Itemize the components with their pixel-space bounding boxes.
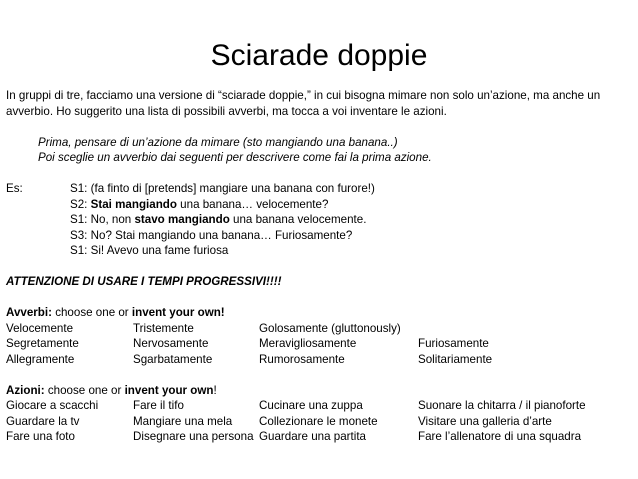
warning-text: ATTENZIONE DI USARE I TEMPI PROGRESSIVI!!!! (6, 275, 282, 288)
slide-title: Sciarade doppie (210, 39, 428, 72)
slide-body (6, 88, 632, 445)
example-block (6, 181, 632, 259)
intro-text: In gruppi di tre, facciamo una versione di “sciarade doppie,” in cui bisogna mimare non solo un’azione, ma anche un avverbio. Ho suggerito una lista di possibili avverbi, ma tocca a voi inventare le azioni. (6, 89, 601, 118)
action-row: Fare una foto Disegnare una persona Guardare una partita Fare l’allenatore di una squadra (6, 430, 582, 443)
adverb-row: Velocemente Tristemente Golosamente (gluttonously) (6, 321, 401, 335)
action-row: Guardare la tv Mangiare una mela Collezionare le monete Visitare una galleria d’arte (6, 414, 552, 428)
instruction-2: Poi sceglie un avverbio dai seguenti per descrivere come fai la prima azione. (38, 151, 432, 164)
action-row: Giocare a scacchi Fare il tifo Cucinare una zuppa Suonare la chitarra / il pianoforte (6, 399, 586, 412)
example-line: S1: (fa finto di [pretends] mangiare una banana con furore!) (70, 182, 375, 195)
example-label: Es: (6, 182, 23, 195)
example-line: S1: No, non stavo mangiando una banana velocemente. (70, 213, 367, 226)
adverbs-heading: Avverbi: choose one or invent your own! (6, 306, 225, 319)
actions-heading: Azioni: choose one or invent your own! (6, 383, 217, 397)
instruction-1: Prima, pensare di un’azione da mimare (sto mangiando una banana..) (38, 135, 398, 149)
example-line: S2: Stai mangiando una banana… velocemente? (70, 197, 329, 211)
adverb-row: Segretamente Nervosamente Meravigliosamente Furiosamente (6, 337, 489, 350)
example-line: S1: Si! Avevo una fame furiosa (70, 244, 229, 257)
example-line: S3: No? Stai mangiando una banana… Furiosamente? (70, 228, 353, 242)
adverb-row: Allegramente Sgarbatamente Rumorosamente Solitariamente (6, 352, 493, 366)
